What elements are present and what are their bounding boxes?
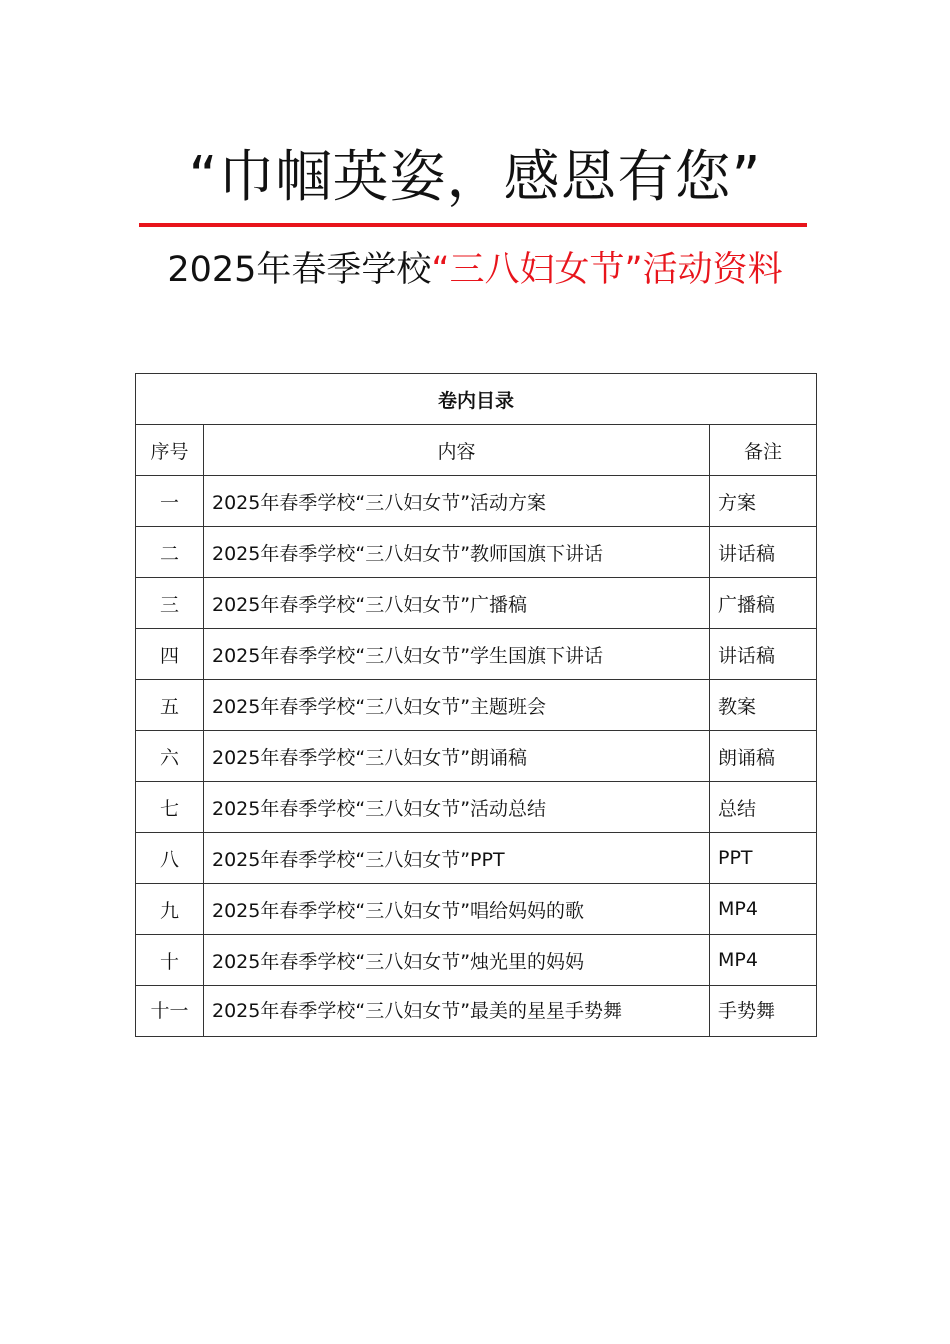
row-content: 2025年春季学校“三八妇女节”主题班会	[204, 680, 710, 731]
table-row	[136, 578, 817, 629]
red-divider	[139, 223, 807, 227]
table-row	[136, 884, 817, 935]
table-row	[136, 731, 817, 782]
row-index: 四	[136, 629, 204, 680]
row-index: 二	[136, 527, 204, 578]
table-row	[136, 935, 817, 986]
row-index: 十	[136, 935, 204, 986]
row-index: 六	[136, 731, 204, 782]
row-note: 总结	[710, 782, 817, 833]
table-row	[136, 986, 817, 1037]
row-content: 2025年春季学校“三八妇女节”活动总结	[204, 782, 710, 833]
row-note: 讲话稿	[710, 527, 817, 578]
row-content: 2025年春季学校“三八妇女节”最美的星星手势舞	[204, 986, 710, 1037]
table-row	[136, 527, 817, 578]
contents-table	[135, 373, 817, 1037]
row-index: 三	[136, 578, 204, 629]
row-note: 方案	[710, 476, 817, 527]
row-content: 2025年春季学校“三八妇女节”PPT	[204, 833, 710, 884]
header-note: 备注	[710, 425, 817, 476]
header-content: 内容	[204, 425, 710, 476]
row-note: MP4	[710, 884, 817, 935]
row-note: PPT	[710, 833, 817, 884]
table-row	[136, 680, 817, 731]
row-note: 教案	[710, 680, 817, 731]
page-title: “巾帼英姿，感恩有您”	[188, 145, 762, 210]
row-note: 广播稿	[710, 578, 817, 629]
row-content: 2025年春季学校“三八妇女节”教师国旗下讲话	[204, 527, 710, 578]
row-index: 五	[136, 680, 204, 731]
row-content: 2025年春季学校“三八妇女节”朗诵稿	[204, 731, 710, 782]
table-row	[136, 476, 817, 527]
subtitle-highlight: “三八妇女节”活动资料	[431, 250, 783, 290]
row-index: 十一	[136, 986, 204, 1037]
row-content: 2025年春季学校“三八妇女节”学生国旗下讲话	[204, 629, 710, 680]
page-subtitle	[139, 236, 811, 304]
table-header-row	[136, 425, 817, 476]
row-index: 一	[136, 476, 204, 527]
row-note: 讲话稿	[710, 629, 817, 680]
table-caption: 卷内目录	[136, 374, 817, 425]
table-row	[136, 833, 817, 884]
row-index: 九	[136, 884, 204, 935]
table-row	[136, 629, 817, 680]
row-note: 朗诵稿	[710, 731, 817, 782]
row-content: 2025年春季学校“三八妇女节”活动方案	[204, 476, 710, 527]
row-content: 2025年春季学校“三八妇女节”广播稿	[204, 578, 710, 629]
header-index: 序号	[136, 425, 204, 476]
row-content: 2025年春季学校“三八妇女节”烛光里的妈妈	[204, 935, 710, 986]
table-row	[136, 782, 817, 833]
row-note: MP4	[710, 935, 817, 986]
table-caption-row	[136, 374, 817, 425]
subtitle-prefix: 2025年春季学校	[167, 250, 432, 290]
row-content: 2025年春季学校“三八妇女节”唱给妈妈的歌	[204, 884, 710, 935]
row-note: 手势舞	[710, 986, 817, 1037]
row-index: 七	[136, 782, 204, 833]
row-index: 八	[136, 833, 204, 884]
